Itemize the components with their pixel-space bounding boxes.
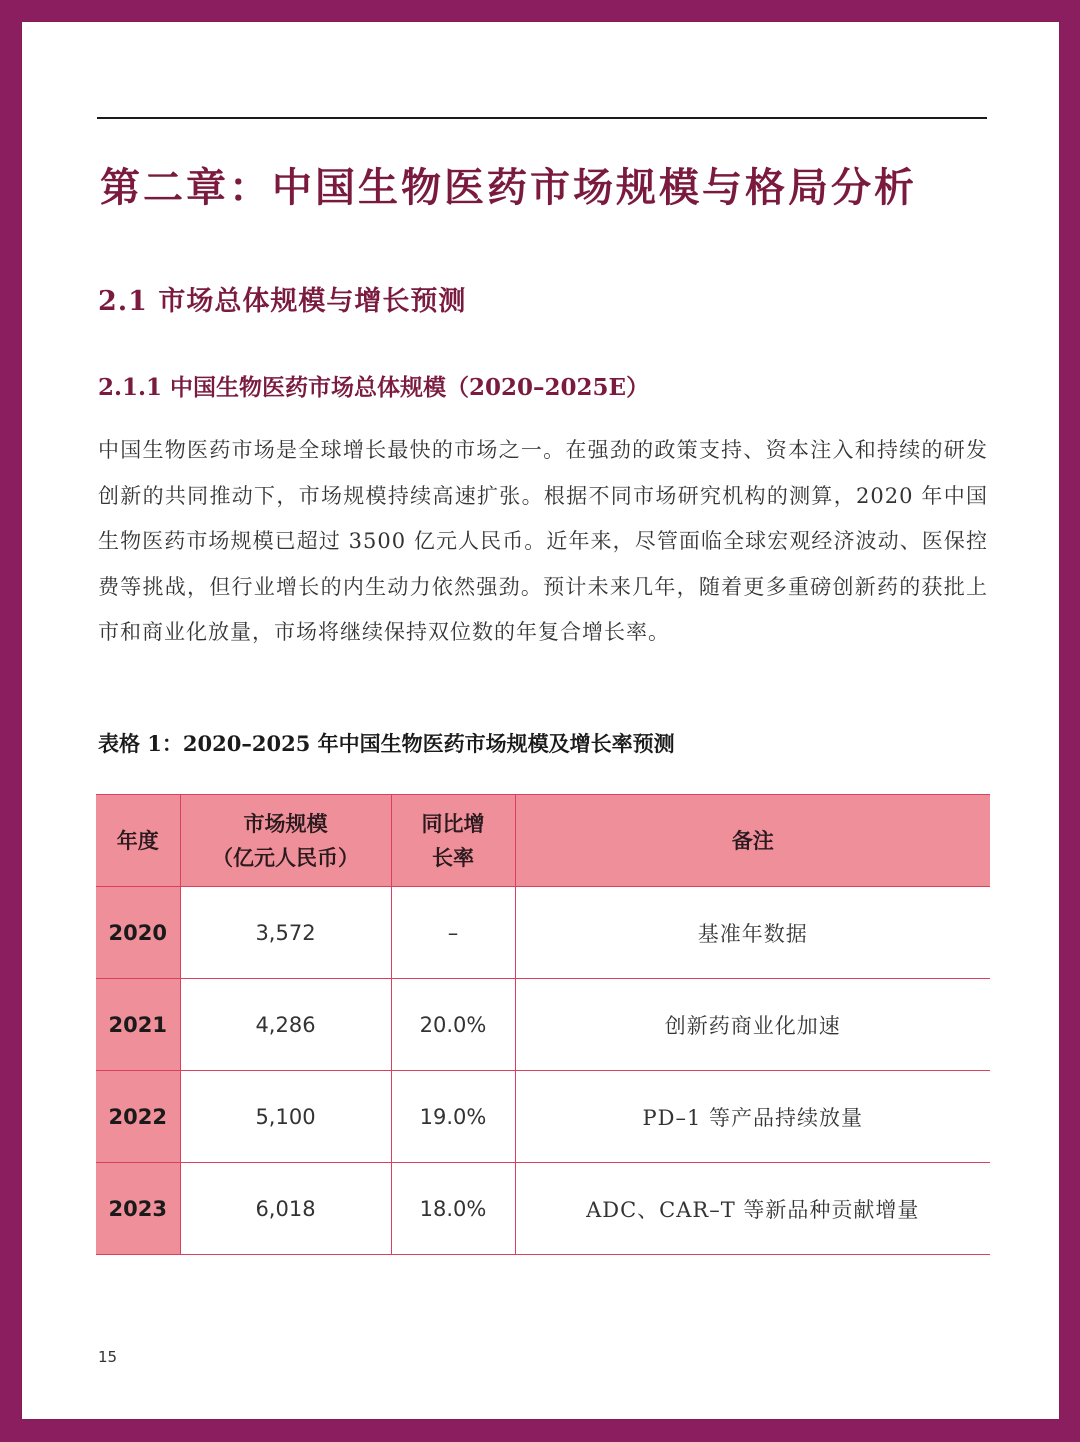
cell-growth-rate: – — [391, 887, 515, 979]
header-growth-line1: 同比增 — [421, 810, 485, 836]
cell-market-size: 6,018 — [180, 1163, 391, 1255]
header-market-size — [180, 795, 391, 887]
body-paragraph: 中国生物医药市场是全球增长最快的市场之一。在强劲的政策支持、资本注入和持续的研发创新的共同推动下，市场规模持续高速扩张。根据不同市场研究机构的测算，2020 年中国生物医药市场规模已超过 3500 亿元人民币。近年来，尽管面临全球宏观经济波动、医保控费等挑战，但行业增长的内生动力依然强劲。预计未来几年，随着更多重磅创新药的获批上市和商业化放量，市场将继续保持双位数的年复合增长率。 — [98, 438, 988, 645]
table-header-row — [96, 795, 990, 887]
cell-note: 创新药商业化加速 — [515, 979, 990, 1071]
top-divider — [97, 117, 987, 119]
cell-growth-rate: 19.0% — [391, 1071, 515, 1163]
cell-year: 2020 — [96, 887, 180, 979]
table-caption: 表格 1：2020–2025 年中国生物医药市场规模及增长率预测 — [98, 731, 675, 756]
subsection-title: 2.1.1 中国生物医药市场总体规模（2020–2025E） — [98, 374, 650, 401]
header-note: 备注 — [515, 795, 990, 887]
cell-market-size: 3,572 — [180, 887, 391, 979]
cell-note: PD–1 等产品持续放量 — [515, 1071, 990, 1163]
table-row — [96, 1163, 990, 1255]
table-row — [96, 887, 990, 979]
cell-year: 2022 — [96, 1071, 180, 1163]
header-growth-rate — [391, 795, 515, 887]
cell-growth-rate: 18.0% — [391, 1163, 515, 1255]
cell-market-size: 5,100 — [180, 1071, 391, 1163]
market-size-table — [96, 794, 990, 1255]
cell-market-size: 4,286 — [180, 979, 391, 1071]
cell-note: 基准年数据 — [515, 887, 990, 979]
table-row — [96, 1071, 990, 1163]
cell-growth-rate: 20.0% — [391, 979, 515, 1071]
cell-note: ADC、CAR–T 等新品种贡献增量 — [515, 1163, 990, 1255]
cell-year: 2023 — [96, 1163, 180, 1255]
chapter-title: 第二章：中国生物医药市场规模与格局分析 — [100, 164, 917, 211]
section-title: 2.1 市场总体规模与增长预测 — [98, 286, 467, 317]
header-market-size-line2: （亿元人民币） — [212, 844, 359, 870]
header-growth-line2: 长率 — [432, 844, 474, 870]
header-market-size-line1: 市场规模 — [243, 810, 328, 836]
page-number: 15 — [98, 1348, 118, 1366]
cell-year: 2021 — [96, 979, 180, 1071]
header-year: 年度 — [96, 795, 180, 887]
table-row — [96, 979, 990, 1071]
document-page — [22, 22, 1059, 1419]
